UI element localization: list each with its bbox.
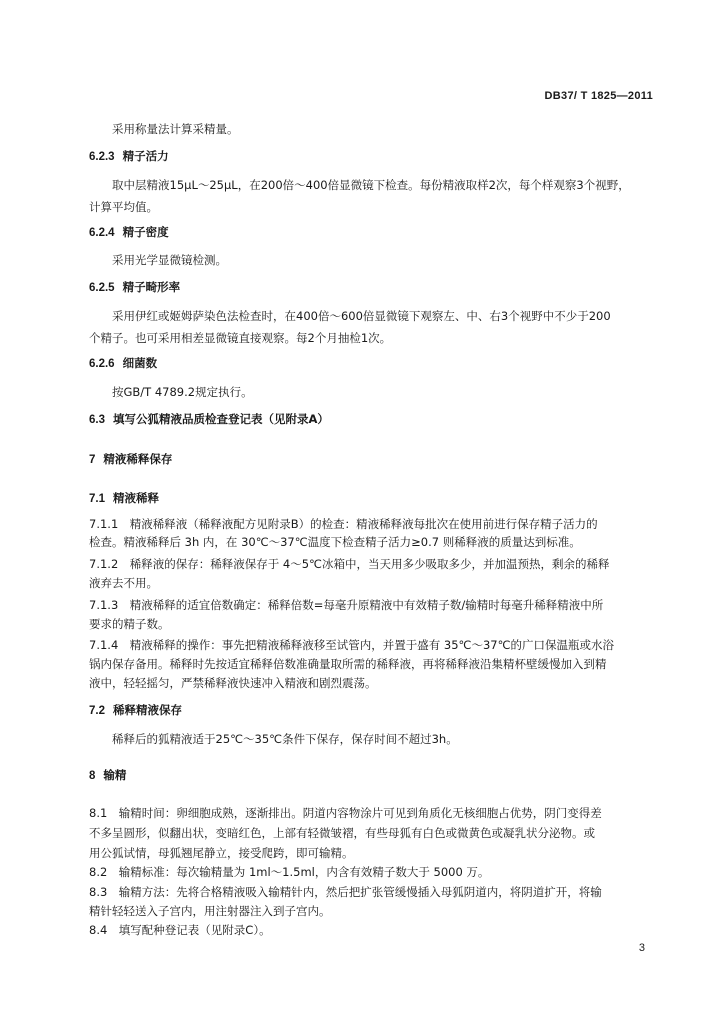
section-title: 精液稀释保存: [103, 452, 173, 466]
section-heading: [89, 355, 157, 371]
text-line: 7.1.2 稀释液的保存：稀释液保存于 4～5℃冰箱中，当天用多少吸取多少，并加温预热，剩余的稀释: [89, 557, 610, 571]
text-line: 8.3 输精方法：先将合格精液吸入输精针内，然后把扩张管缓慢插入母狐阴道内，将阴道扩开，将输: [89, 885, 602, 899]
section-number: 6.2.6: [89, 358, 115, 370]
chapter-heading: [89, 451, 172, 467]
text-line: 检查。精液稀释后 3h 内，在 30℃～37℃温度下检查精子活力≥0.7 则稀释液的质量达到标准。: [89, 535, 581, 549]
section-title: 输精: [103, 768, 127, 782]
section-title: 精子密度: [122, 225, 169, 239]
text-line: 8.4 填写配种登记表（见附录C）。: [89, 923, 271, 937]
section-number: 7.1: [89, 493, 105, 505]
text-line: 采用光学显微镜检测。: [112, 253, 227, 267]
section-heading: [89, 411, 329, 427]
section-title: 精子活力: [122, 149, 169, 163]
section-heading: [89, 224, 169, 240]
text-line: 8.1 输精时间：卵细胞成熟，逐渐排出。阴道内容物涂片可见到角质化无核细胞占优势，阴门变得差: [89, 806, 602, 820]
text-line: 个精子。也可采用相差显微镜直接观察。每2个月抽检1次。: [89, 331, 392, 345]
section-heading: [89, 490, 159, 506]
section-number: 7.2: [89, 705, 105, 717]
text-line: 计算平均值。: [89, 200, 158, 214]
section-number: 8: [89, 770, 96, 782]
text-line: 取中层精液15μL～25μL，在200倍～400倍显微镜下检查。每份精液取样2次，每个样观察3个视野，: [112, 178, 630, 192]
section-title: 填写公狐精液品质检查登记表（见附录A）: [113, 412, 329, 426]
section-number: 6.3: [89, 414, 105, 426]
text-line: 用公狐试情，母狐翘尾静立，接受爬跨，即可输精。: [89, 846, 354, 860]
standard-code: DB37/ T 1825—2011: [544, 90, 653, 102]
section-title: 稀释精液保存: [113, 703, 182, 717]
section-number: 6.2.4: [89, 227, 115, 239]
page-number: 3: [638, 942, 645, 954]
text-line: 液弃去不用。: [89, 576, 158, 590]
text-line: 7.1.4 精液稀释的操作：事先把精液稀释液移至试管内，并置于盛有 35℃～37℃的广口保温瓶或水浴: [89, 638, 615, 652]
text-line: 锅内保存备用。稀释时先按适宜稀释倍数准确量取所需的稀释液，再将稀释液沿集精杯壁缓慢加入到精: [89, 657, 607, 671]
text-line: 不多呈圆形，似翻出状，变暗红色，上部有轻微皱褶，有些母狐有白色或微黄色或凝乳状分泌物。或: [89, 826, 595, 840]
section-number: 6.2.3: [89, 151, 115, 163]
text-line: 精针轻轻送入子宫内，用注射器注入到子宫内。: [89, 904, 331, 918]
section-heading: [89, 148, 169, 164]
text-line: 采用称量法计算采精量。: [112, 122, 239, 136]
text-line: 采用伊红或姬姆萨染色法检查时，在400倍～600倍显微镜下观察左、中、右3个视野中不少于200: [112, 309, 611, 323]
section-title: 精液稀释: [113, 491, 159, 505]
text-line: 7.1.3 精液稀释的适宜倍数确定：稀释倍数=每毫升原精液中有效精子数/输精时每毫升稀释精液中所: [89, 598, 604, 612]
chapter-heading: [89, 767, 126, 783]
text-line: 要求的精子数。: [89, 617, 170, 631]
section-heading: [89, 702, 182, 718]
section-title: 精子畸形率: [122, 280, 181, 294]
section-number: 7: [89, 454, 96, 466]
section-number: 6.2.5: [89, 282, 115, 294]
text-line: 按GB/T 4789.2规定执行。: [112, 385, 253, 399]
section-title: 细菌数: [122, 356, 158, 370]
section-heading: [89, 279, 180, 295]
text-line: 7.1.1 精液稀释液（稀释液配方见附录B）的检查：精液稀释液每批次在使用前进行保存精子活力的: [89, 517, 598, 531]
text-line: 稀释后的狐精液适于25℃～35℃条件下保存，保存时间不超过3h。: [112, 732, 458, 746]
text-line: 液中，轻轻摇匀，严禁稀释液快速冲入精液和剧烈震荡。: [89, 676, 377, 690]
text-line: 8.2 输精标准：每次输精量为 1ml～1.5ml，内含有效精子数大于 5000 万。: [89, 865, 490, 879]
